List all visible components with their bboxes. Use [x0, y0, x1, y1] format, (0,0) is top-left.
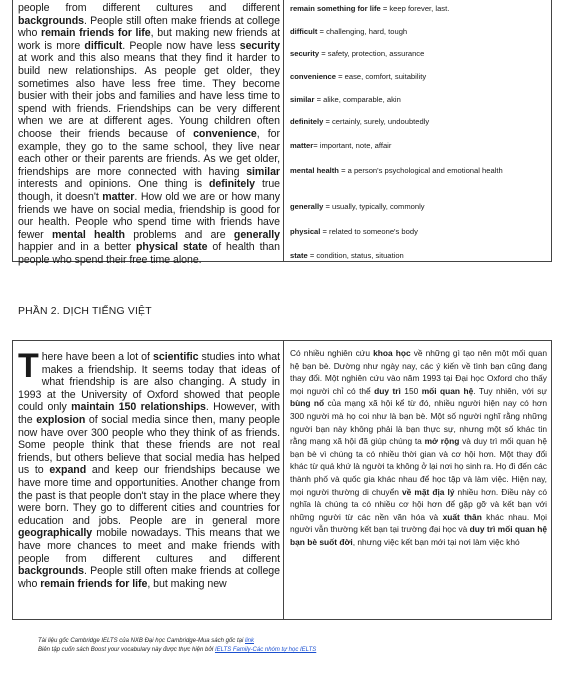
highlighted-term: security [239, 39, 280, 52]
vocab-item [290, 117, 547, 127]
highlighted-term: explosion [36, 413, 86, 426]
vocab-item [290, 72, 547, 82]
vocab-definition: = usually, typically, commonly [323, 202, 425, 211]
highlighted-term: physical state [136, 241, 208, 254]
vocab-definition: = alike, comparable, akin [314, 95, 401, 104]
vocab-term: difficult [290, 27, 318, 36]
vocab-definition: = condition, status, situation [307, 251, 404, 260]
text-run: problems and are [124, 228, 234, 241]
text-run: mobile nowadays. This means that we have more chances to meet and make friends with people from different cultures and different [18, 527, 280, 565]
passage-paragraph [18, 347, 280, 590]
text-run: nhiều hơn. Điều này có nghĩa là chúng ta có nhiều cơ hội hơn để gặp gỡ và kết bạn với những người từ các nền văn hóa và [290, 486, 547, 522]
text-run: 150 [400, 385, 422, 396]
vietnamese-passage [285, 341, 551, 619]
text-run: Có nhiều nghiên cứu [290, 348, 374, 358]
highlighted-term: geographically [18, 527, 93, 540]
source-link[interactable]: link [244, 638, 254, 644]
text-run: khác nhau. Mọi người vẫn thường kết bạn tại trường đại học và [290, 511, 547, 535]
vocab-term: matter [290, 141, 314, 150]
english-passage-continued [13, 0, 284, 266]
text-run: và duy trì mối quan hệ bạn bè vì chúng ta có nhiều thời gian và cơ hội hơn. Một thay đổi khác từ quá khứ là người ta không ở lại nơi họ sinh ra. Họ đi đến các thành phố và quốc gia khác nhau để học tập và làm việc. Hiện nay, mọi người thường di chuyển [290, 436, 547, 497]
english-passage [13, 341, 284, 619]
vocab-definition: = keep forever, last. [380, 4, 450, 13]
vocabulary-list [285, 0, 551, 261]
text-run: , for example, they go to the same school, they live near each other or their parents are friends. As we get older, friendships are more connected with having [18, 127, 280, 178]
vocabulary-table [12, 0, 552, 266]
highlighted-term: bùng nổ [290, 398, 325, 409]
highlighted-term: remain friends for life [40, 577, 148, 590]
vocab-item [290, 141, 547, 151]
text-run: at work and this also means that they find it harder to build new relationships. As people get older, they sometimes also have less free time. They become busier with their jobs and families and have less time to spend with friends. Friendships can be very different when we are at different ages. Young children often choose their friends because of [18, 52, 280, 140]
passage-text [18, 347, 280, 590]
vocab-item [290, 27, 547, 37]
vocab-term: definitely [290, 117, 324, 126]
highlighted-term: difficult [84, 39, 123, 52]
text-run: of health than people who spend their free time alone. [18, 241, 280, 266]
highlighted-term: backgrounds [18, 565, 84, 578]
highlighted-term: convenience [193, 127, 257, 140]
footer-line-source: Tài liệu gốc Cambridge IELTS của NXB Đại học Cambridge-Mua sách gốc tại link [38, 638, 254, 644]
vocab-term: security [290, 49, 320, 58]
drop-cap: T [18, 347, 39, 385]
text-run: true though, it doesn't [18, 178, 280, 203]
text-run: interests and opinions. One thing is [18, 178, 209, 191]
highlighted-term: xuất thân [442, 511, 482, 522]
text-run: people from different cultures and different [18, 2, 280, 14]
vocab-term: state [290, 251, 308, 260]
vocab-definition: = certainly, surely, undoubtedly [323, 117, 430, 126]
highlighted-term: scientific [153, 351, 199, 363]
highlighted-term: maintain 150 relationships [71, 401, 206, 414]
vocab-term: physical [290, 227, 321, 236]
highlighted-term: generally [233, 228, 280, 241]
vocab-item [290, 4, 547, 14]
highlighted-term: mở rộng [424, 436, 460, 447]
highlighted-term: definitely [208, 178, 255, 191]
vocab-item [290, 227, 547, 237]
passage-paragraph [18, 2, 280, 266]
text-run: here have been a lot of [41, 351, 154, 363]
vocab-item [290, 202, 547, 212]
highlighted-term: mối quan hệ [421, 385, 474, 396]
text-run: studies into what makes a friendship. It seems today that ideas of what friendship is are also changing. A study in 1993 at the University of Oxford showed that people could only [18, 351, 280, 414]
vocab-item [290, 49, 547, 59]
vocab-definition: = ease, comfort, suitability [336, 72, 427, 81]
text-run: , nhưng việc kết bạn mới tại nơi làm việc khó [352, 536, 520, 547]
highlighted-term: remain friends for life [41, 27, 151, 40]
text-run: . People still often make friends at college who [18, 565, 280, 590]
text-run: . People now have less [122, 39, 240, 52]
highlighted-term: duy trì [374, 385, 401, 396]
vocab-definition: = challenging, hard, tough [317, 27, 408, 36]
vocab-item [290, 164, 547, 178]
vocab-term: remain something for life [290, 4, 381, 13]
translation-table [12, 340, 552, 620]
ielts-family-link[interactable]: IELTS Family-Các nhóm tự học IELTS [214, 647, 317, 653]
section-title: PHẦN 2. DỊCH TIẾNG VIỆT [18, 306, 152, 317]
text-run: . How old we are or how many friends we have on social media, friendship is good for our health. People who spend time with friends have fewer [18, 190, 280, 241]
highlighted-term: duy trì mối quan hệ bạn bè suốt đời [290, 524, 547, 547]
text-run: , but making new friends at work is more [18, 27, 280, 52]
highlighted-term: mental health [51, 228, 125, 241]
highlighted-term: khoa học [373, 348, 411, 358]
highlighted-term: matter [102, 190, 135, 203]
vocab-term: similar [290, 95, 315, 104]
vocab-definition: = safety, protection, assurance [319, 49, 425, 58]
vocab-definition: = a person's psychological and emotional health [338, 166, 503, 175]
passage-paragraph [290, 347, 547, 549]
text-run: . Tuy nhiên, với sự [473, 385, 547, 396]
vocab-definition: = related to someone's body [320, 227, 418, 236]
text-run: . However, with the [18, 401, 280, 426]
vocab-definition: = important, note, affair [313, 141, 392, 150]
text-run: . People still often make friends at college who [18, 14, 280, 40]
footer-line-editor: Biên tập cuốn sách Boost your vocabulary này được thực hiện bởi IELTS Family-Các nhóm tự học IELTS [38, 647, 317, 653]
footer-credits [38, 637, 316, 655]
text-run: and keep our friendships because we have more time and opportunities. Another change from the past is that people don't stay in the place where they were born. They go to different cities and countries for education and jobs. People are in general more [18, 464, 280, 527]
vocab-term: generally [290, 202, 324, 211]
text-run: of social media since then, many people now have over 300 people who they think of as friends. Some people think that these friends are not real friends, but others believe that social media has helped us to [18, 413, 280, 477]
text-run: happier and in a better [18, 241, 137, 254]
highlighted-term: expand [49, 464, 87, 477]
vocab-term: mental health [290, 166, 339, 175]
highlighted-term: backgrounds [18, 14, 84, 27]
vocab-term: convenience [290, 72, 337, 81]
highlighted-term: về mặt địa lý [402, 486, 455, 497]
text-run: của mạng xã hội kể từ đó, nhiều người hiện nay có hơn 300 người mà họ coi như là bạn bè. Một số người nghĩ rằng những người bạn này không phải là bạn thực sự, nhưng một số khác tin rằng mạng xã hội đã giúp chúng ta [290, 398, 547, 447]
vocab-item [290, 251, 547, 261]
text-run: về những gì tạo nên một mối quan hệ bạn bè. Dường như ngày nay, các ý kiến về tình bạn cũng đang thay đổi. Một nghiên cứu vào năm 1993 tại Đại học Oxford cho thấy mọi người chỉ có thể [290, 348, 548, 396]
highlighted-term: similar [246, 165, 280, 178]
text-run: , but making new [147, 577, 227, 590]
vocab-item [290, 95, 547, 105]
